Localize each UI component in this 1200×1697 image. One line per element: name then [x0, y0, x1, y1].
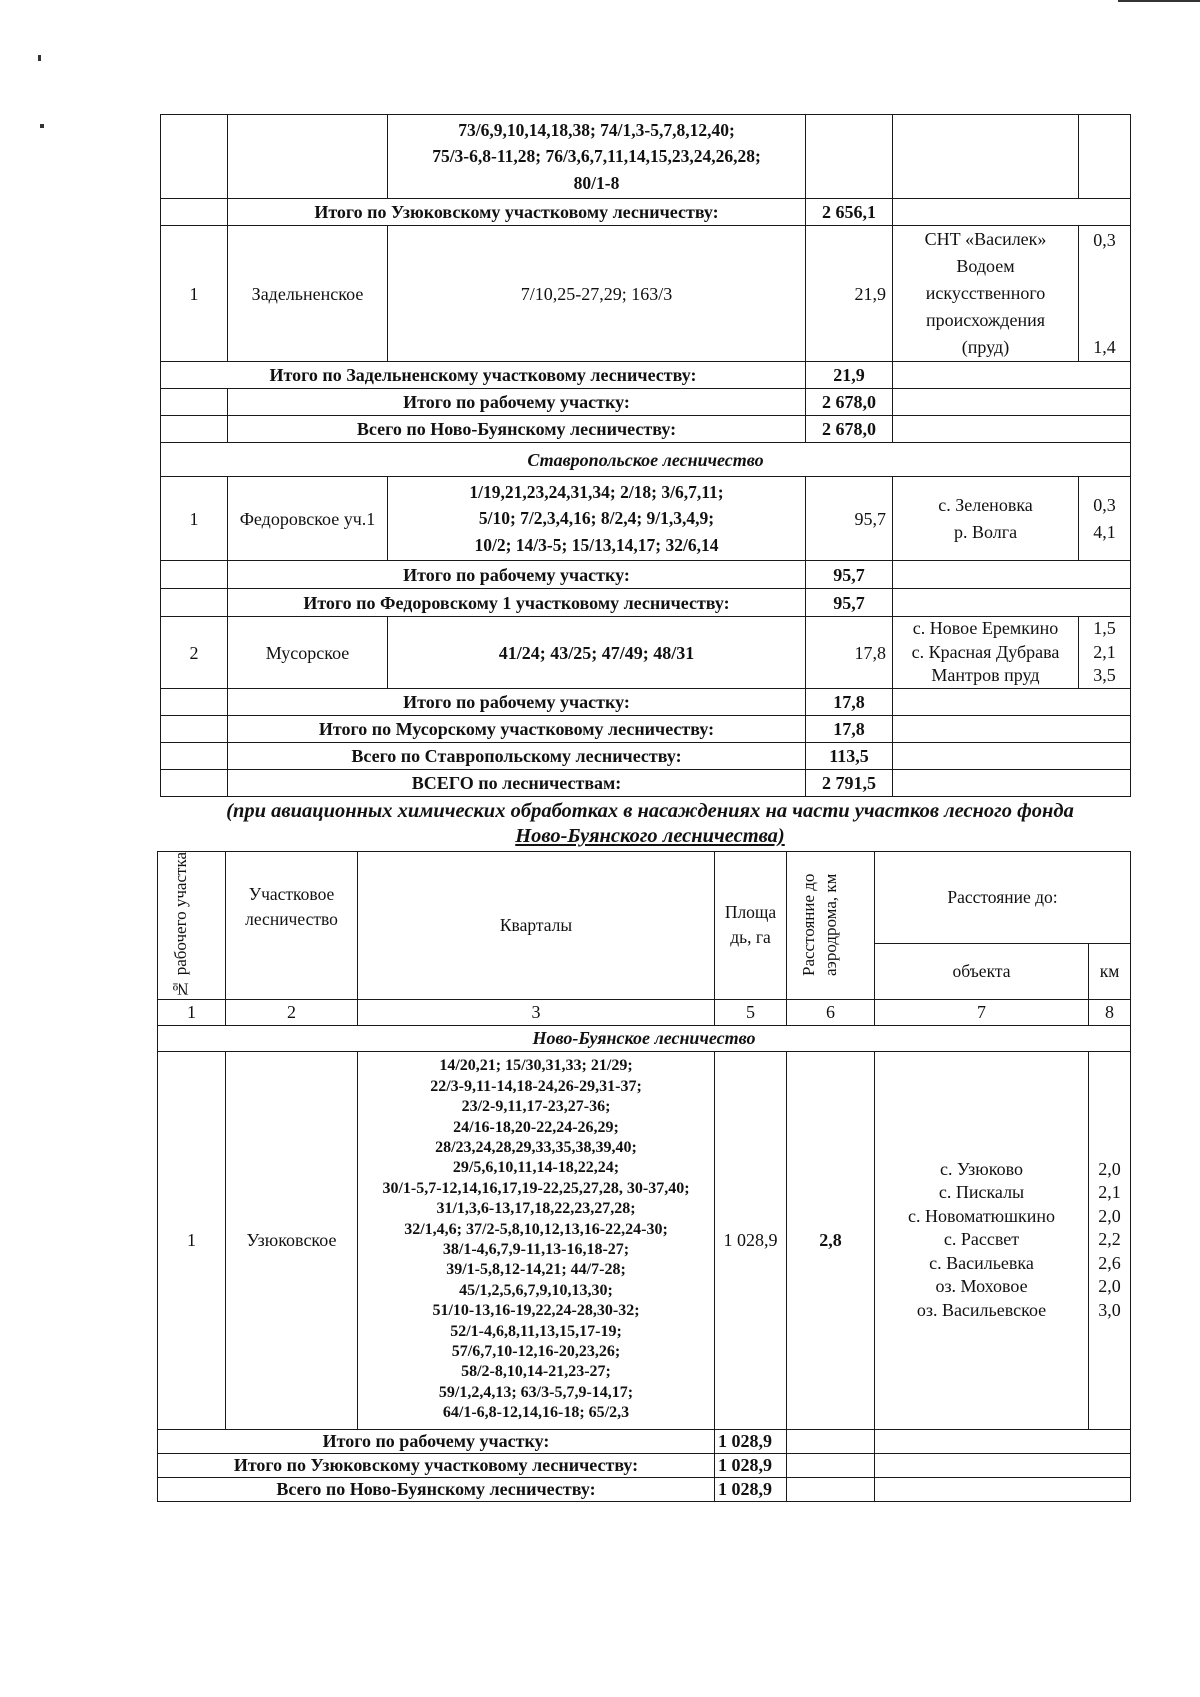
header-object: объекта: [875, 943, 1089, 999]
total-label: Всего по Ново-Буянскому лесничеству:: [228, 416, 806, 443]
subtotal-area: 1 028,9: [715, 1453, 787, 1477]
area-cell: 21,9: [806, 226, 893, 362]
column-number: 1: [158, 999, 226, 1025]
subtotal-row: [158, 1429, 1131, 1453]
subtotal-row: [161, 589, 1131, 617]
total-row: [161, 416, 1131, 443]
grand-total-row: [161, 770, 1131, 797]
forestry-name: Узюковское: [226, 1051, 358, 1429]
subtotal-label: Итого по Узюковскому участковому лесничеству:: [158, 1453, 715, 1477]
subtotal-label: Итого по Федоровскому 1 участковому лесничеству:: [228, 589, 806, 617]
subtotal-area: 17,8: [806, 689, 893, 716]
object-cell: СНТ «Василек» Водоем искусственного происхождения (пруд): [893, 226, 1079, 362]
row-number: 1: [158, 1051, 226, 1429]
section-row: [161, 443, 1131, 477]
forestry-name: Мусорское: [228, 617, 388, 689]
forestry-name: Федоровское уч.1: [228, 477, 388, 561]
quarters-cell: 7/10,25-27,29; 163/3: [388, 226, 806, 362]
subtotal-label: Итого по рабочему участку:: [228, 689, 806, 716]
note-line: (при авиационных химических обработках в насаждениях на части участков лесного фонда: [226, 800, 1074, 822]
km-cell: 0,3 4,1: [1079, 477, 1131, 561]
subtotal-row: [161, 199, 1131, 226]
row-number: 1: [161, 226, 228, 362]
forestry-table-top: [160, 114, 1131, 797]
table-note: [150, 799, 1150, 849]
subtotal-label: Итого по Мусорскому участковому лесничеству:: [228, 716, 806, 743]
area-cell: 95,7: [806, 477, 893, 561]
total-area: 1 028,9: [715, 1477, 787, 1501]
subtotal-area: 2 656,1: [806, 199, 893, 226]
km-cell: 1,5 2,1 3,5: [1079, 617, 1131, 689]
grand-total-area: 2 791,5: [806, 770, 893, 797]
total-label: Всего по Ново-Буянскому лесничеству:: [158, 1477, 715, 1501]
subtotal-row: [161, 716, 1131, 743]
header-forestry: Участковое лесничество: [226, 852, 358, 1000]
scan-speck: [40, 124, 44, 128]
subtotal-area: 95,7: [806, 561, 893, 589]
table-row: [161, 617, 1131, 689]
subtotal-label: Итого по Узюковскому участковому лесничеству:: [228, 199, 806, 226]
column-number: 7: [875, 999, 1089, 1025]
objects-cell: с. Узюково с. Пискалы с. Новоматюшкино с. Рассвет с. Васильевка оз. Моховое оз. Васильевское: [875, 1051, 1089, 1429]
subtotal-label: Итого по рабочему участку:: [228, 561, 806, 589]
section-title: Ставропольское лесничество: [161, 443, 1131, 477]
header-plot-number: № рабочего участка: [170, 852, 190, 999]
column-number: 5: [715, 999, 787, 1025]
column-number: 2: [226, 999, 358, 1025]
column-number: 3: [358, 999, 715, 1025]
subtotal-label: Итого по рабочему участку:: [158, 1429, 715, 1453]
area-cell: 1 028,9: [715, 1051, 787, 1429]
header-quarters: Кварталы: [358, 852, 715, 1000]
section-title: Ново-Буянское лесничество: [158, 1025, 1131, 1051]
table-row: [161, 477, 1131, 561]
header-airfield-distance: Расстояние до аэродрома, км: [798, 874, 840, 977]
header-area: Площа дь, га: [715, 852, 787, 1000]
subtotal-area: 2 678,0: [806, 389, 893, 416]
row-number: 1: [161, 477, 228, 561]
subtotal-row: [161, 389, 1131, 416]
km-cell: 2,0 2,1 2,0 2,2 2,6 2,0 3,0: [1089, 1051, 1131, 1429]
km-value: 1,4: [1093, 337, 1116, 357]
column-number: 8: [1089, 999, 1131, 1025]
quarters-cell: 41/24; 43/25; 47/49; 48/31: [388, 617, 806, 689]
table-row: [161, 115, 1131, 199]
table-row: [161, 226, 1131, 362]
column-number: 6: [787, 999, 875, 1025]
row-number: 2: [161, 617, 228, 689]
km-value: 0,3: [1093, 230, 1116, 250]
header-km: км: [1089, 943, 1131, 999]
note-line: Ново-Буянского лесничества): [515, 825, 785, 847]
header-distance: Расстояние до:: [875, 852, 1131, 944]
column-number-row: [158, 999, 1131, 1025]
total-row: [158, 1477, 1131, 1501]
subtotal-row: [161, 689, 1131, 716]
subtotal-row: [161, 362, 1131, 389]
subtotal-area: 21,9: [806, 362, 893, 389]
area-cell: 17,8: [806, 617, 893, 689]
subtotal-area: 17,8: [806, 716, 893, 743]
object-cell: с. Новое Еремкино с. Красная Дубрава Мантров пруд: [893, 617, 1079, 689]
quarters-cell: 73/6,9,10,14,18,38; 74/1,3-5,7,8,12,40; 75/3-6,8-11,28; 76/3,6,7,11,14,15,23,24,26,28; 80/1-8: [388, 115, 806, 199]
subtotal-label: Итого по Задельненскому участковому лесничеству:: [161, 362, 806, 389]
subtotal-area: 1 028,9: [715, 1429, 787, 1453]
object-cell: с. Зеленовка р. Волга: [893, 477, 1079, 561]
table-row: [158, 1051, 1131, 1429]
scan-speck: [38, 55, 41, 61]
total-area: 113,5: [806, 743, 893, 770]
total-row: [161, 743, 1131, 770]
quarters-cell: 1/19,21,23,24,31,34; 2/18; 3/6,7,11; 5/10; 7/2,3,4,16; 8/2,4; 9/1,3,4,9; 10/2; 14/3-5; 15/13,14,17; 32/6,14: [388, 477, 806, 561]
total-area: 2 678,0: [806, 416, 893, 443]
forestry-name: Задельненское: [228, 226, 388, 362]
airfield-distance-cell: 2,8: [787, 1051, 875, 1429]
header-row: [158, 852, 1131, 944]
subtotal-row: [158, 1453, 1131, 1477]
forestry-table-bottom: [157, 851, 1131, 1502]
total-label: Всего по Ставропольскому лесничеству:: [228, 743, 806, 770]
subtotal-label: Итого по рабочему участку:: [228, 389, 806, 416]
quarters-cell: 14/20,21; 15/30,31,33; 21/29; 22/3-9,11-14,18-24,26-29,31-37; 23/2-9,11,17-23,27-36; 24/16-18,20-22,24-26,29; 28/23,24,28,29,33,35,38,39,40; 29/5,6,10,11,14-18,22,24; 30/1-5,7-12,14,16,17,19-22,25,27,28, 30-37,40; 31/1,3,6-13,17,18,22,23,27,28; 32/1,4,6; 37/2-5,8,10,12,13,16-22,24-30; 38/1-4,6,7,9-11,13-16,18-27; 39/1-5,8,12-14,21; 44/7-28; 45/1,2,5,6,7,9,10,13,30; 51/10-13,16-19,22,24-28,30-32; 52/1-4,6,8,11,13,15,17-19; 57/6,7,10-12,16-20,23,26; 58/2-8,10,14-21,23-27; 59/1,2,4,13; 63/3-5,7,9-14,17; 64/1-6,8-12,14,16-18; 65/2,3: [358, 1051, 715, 1429]
scan-edge-line: [1118, 0, 1200, 2]
subtotal-row: [161, 561, 1131, 589]
subtotal-area: 95,7: [806, 589, 893, 617]
grand-total-label: ВСЕГО по лесничествам:: [228, 770, 806, 797]
section-row: [158, 1025, 1131, 1051]
